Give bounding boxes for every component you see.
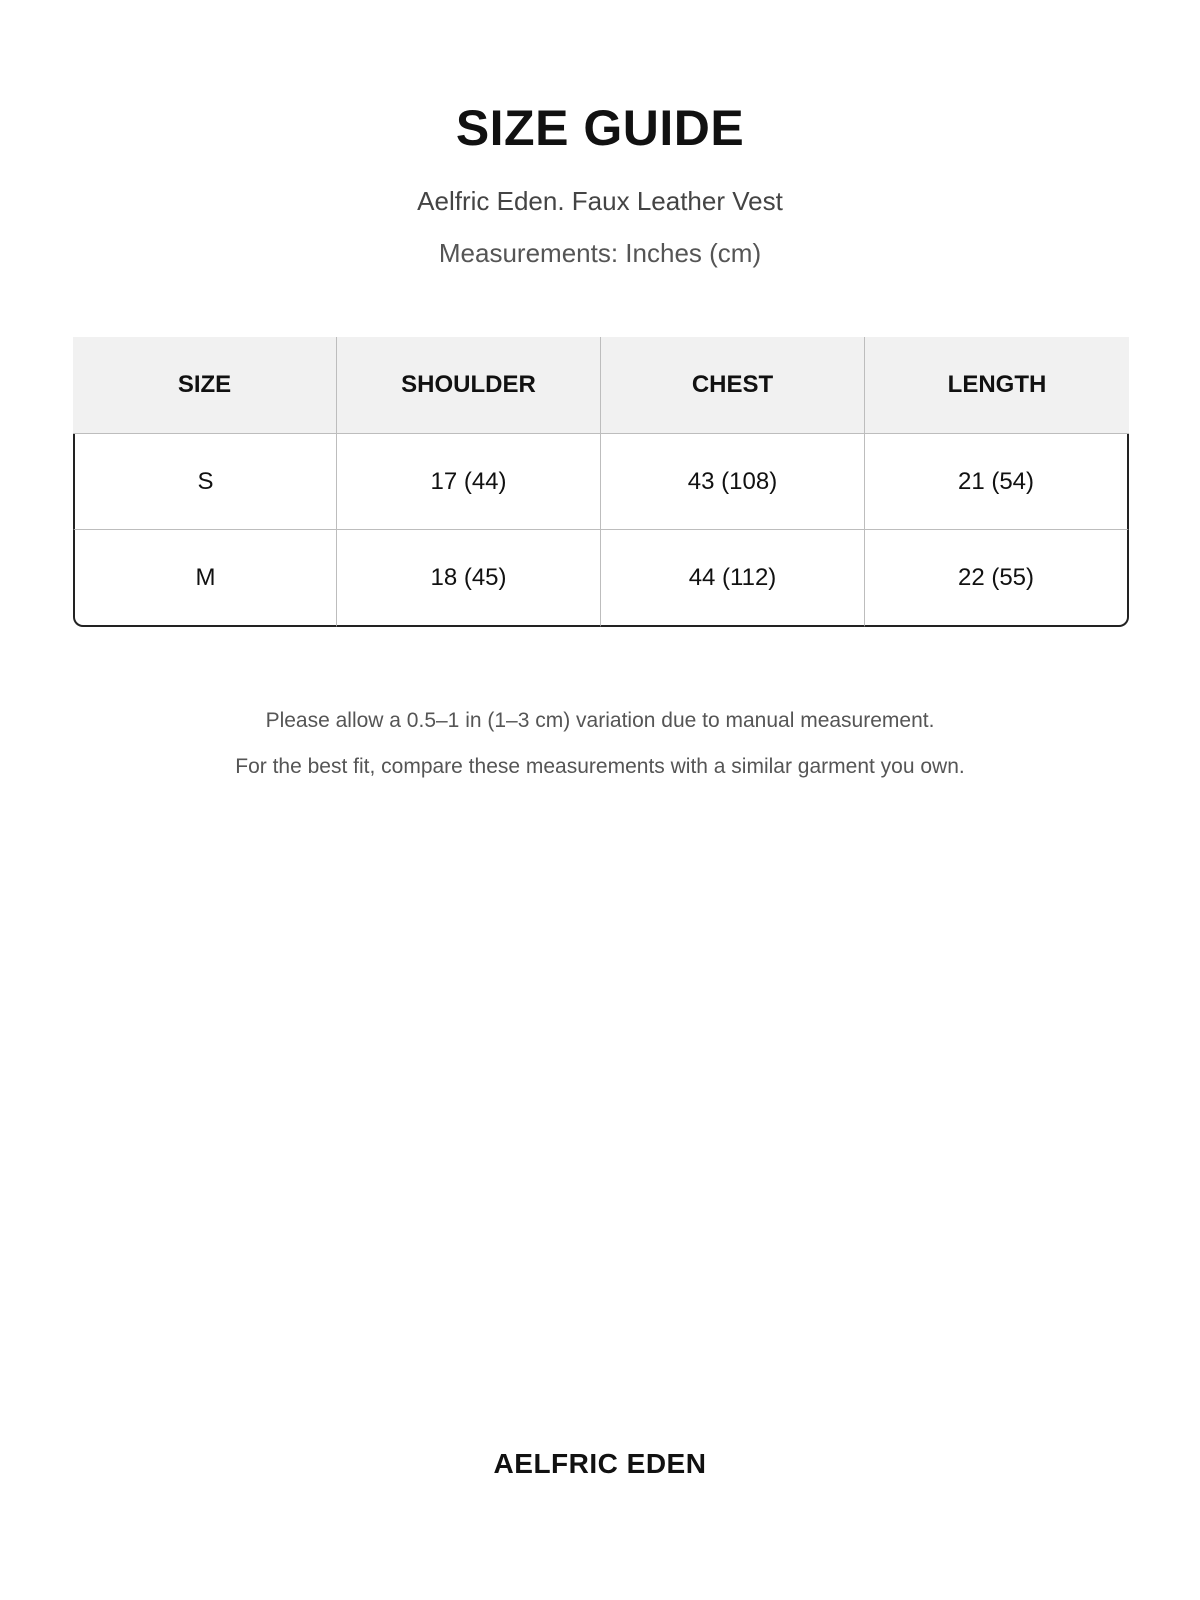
column-header-shoulder: SHOULDER	[337, 337, 601, 434]
column-header-size: SIZE	[73, 337, 337, 434]
column-header-chest: CHEST	[601, 337, 865, 434]
table-row	[73, 434, 1129, 530]
measurement-variation-note: Please allow a 0.5–1 in (1–3 cm) variation due to manual measurement.	[265, 709, 935, 732]
table-row	[73, 530, 1129, 627]
brand-logo-text: AELFRIC EDEN	[493, 1448, 707, 1479]
chest-cell: 44 (112)	[601, 530, 865, 627]
size-cell: S	[73, 434, 337, 530]
size-table-container	[73, 337, 1129, 627]
page-title: SIZE GUIDE	[455, 100, 745, 156]
measurement-units: Measurements: Inches (cm)	[438, 238, 762, 268]
chest-cell: 43 (108)	[601, 434, 865, 530]
shoulder-cell: 18 (45)	[337, 530, 601, 627]
table-header-row	[73, 337, 1129, 434]
product-name: Aelfric Eden. Faux Leather Vest	[417, 186, 783, 216]
length-cell: 21 (54)	[865, 434, 1129, 530]
shoulder-cell: 17 (44)	[337, 434, 601, 530]
size-table	[73, 337, 1129, 627]
fit-advice-note: For the best fit, compare these measurements with a similar garment you own.	[235, 755, 965, 778]
column-header-length: LENGTH	[865, 337, 1129, 434]
length-cell: 22 (55)	[865, 530, 1129, 627]
size-cell: M	[73, 530, 337, 627]
